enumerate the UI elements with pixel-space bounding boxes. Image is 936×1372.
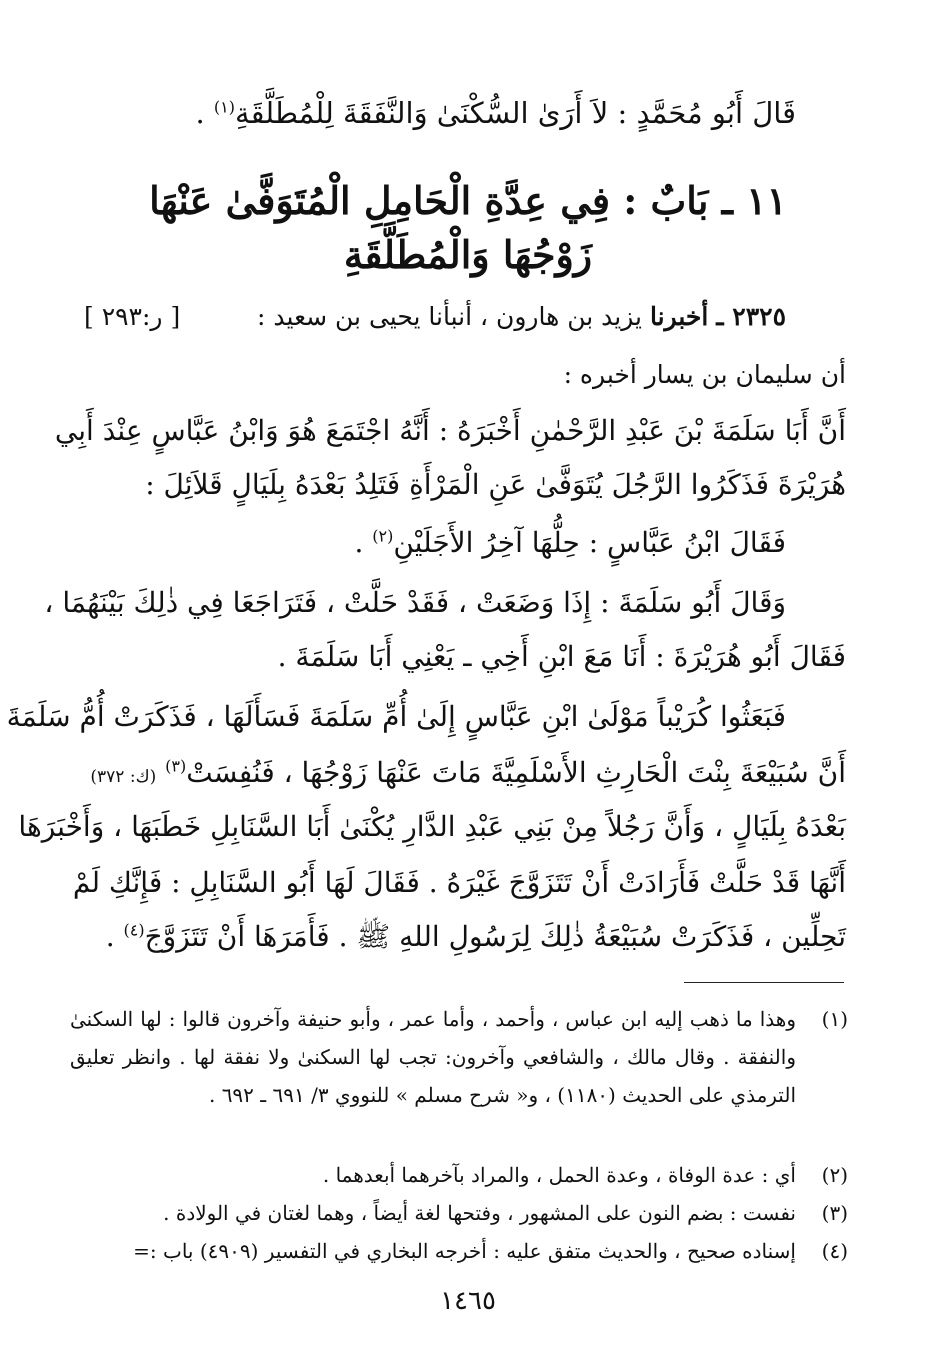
chapter-title-line-2: زَوْجُهَا وَالْمُطَلَّقَةِ — [343, 232, 593, 277]
hadith-line-8: بَعْدَهُ بِلَيَالٍ ، وَأَنَّ رَجُلاً مِنْ بَنِي عَبْدِ الدَّارِ يُكْنَىٰ أَبَا السَّنَابِلِ خَطَبَهَا ، وَأَخْبَرَهَا — [18, 810, 846, 843]
hadith-line-3 — [70, 526, 786, 559]
footnote-1-number: (١) — [821, 1007, 848, 1031]
footnote-2-text: أي : عدة الوفاة ، وعدة الحمل ، والمراد بآخرهما أبعدهما . — [322, 1163, 796, 1187]
hadith-line-1: أَنَّ أَبَا سَلَمَةَ بْنَ عَبْدِ الرَّحْمٰنِ أَخْبَرَهُ : أَنَّهُ اجْتَمَعَ هُوَ وَابْنُ عَبَّاسٍ عِنْدَ أَبِي — [54, 414, 846, 447]
opening-line — [70, 96, 796, 130]
footnote-1 — [70, 1000, 848, 1114]
hadith-line-9: أَنَّهَا قَدْ حَلَّتْ فَأَرَادَتْ أَنْ تَتَزَوَّجَ غَيْرَهُ . فَقَالَ لَهَا أَبُو السَّنَابِلِ : فَإِنَّكِ لَمْ — [72, 866, 846, 899]
page-number: ١٤٦٥ — [440, 1286, 496, 1316]
hadith-line-3-text: فَقَالَ ابْنُ عَبَّاسٍ : حِلُّهَا آخِرُ الأَجَلَيْنِ — [393, 526, 786, 559]
footnote-2 — [70, 1156, 848, 1194]
hadith-header — [257, 302, 786, 331]
footnote-3 — [70, 1194, 848, 1232]
hadith-line-4: وَقَالَ أَبُو سَلَمَةَ : إِذَا وَضَعَتْ ، فَقَدْ حَلَّتْ ، فَتَرَاجَعَا فِي ذٰلِكَ بَيْنَهُمَا ، — [44, 586, 786, 619]
side-reference: (ك: ٣٧٢) — [90, 767, 157, 787]
footnote-4 — [70, 1232, 848, 1270]
footnote-3-text: نفست : بضم النون على المشهور ، وفتحها لغة أيضاً ، وهما لغتان في الولادة . — [163, 1201, 796, 1225]
chapter-title-line-1: ١١ ـ بَابٌ : فِي عِدَّةِ الْحَامِلِ الْمُتَوَفَّىٰ عَنْهَا — [149, 178, 787, 223]
hadith-line-10-text: تَحِلِّين ، فَذَكَرَتْ سُبَيْعَةُ ذٰلِكَ لِرَسُولِ اللهِ ﷺ . فَأَمَرَهَا أَنْ تَتَزَوَّجَ — [144, 920, 846, 953]
footnote-ref-1: (١) — [213, 97, 236, 117]
hadith-chain-2: أن سليمان بن يسار أخبره : — [563, 360, 846, 389]
hadith-line-2: هُرَيْرَةَ فَذَكَرُوا الرَّجُلَ يُتَوَفَّىٰ عَنِ الْمَرْأَةِ فَتَلِدُ بَعْدَهُ بِلَيَالٍ قَلاَئِلَ : — [145, 468, 846, 501]
hadith-line-6: فَبَعَثُوا كُرَيْباً مَوْلَىٰ ابْنِ عَبَّاسٍ إِلَىٰ أُمِّ سَلَمَةَ فَسَأَلَهَا ، فَذَكَرَتْ أُمُّ سَلَمَةَ — [6, 700, 786, 733]
footnote-4-number: (٤) — [821, 1239, 848, 1263]
footnote-separator — [684, 982, 844, 983]
hadith-line-10 — [70, 920, 846, 960]
hadith-number: ٢٣٢٥ ـ — [716, 302, 786, 331]
hadith-line-7-text: أَنَّ سُبَيْعَةَ بِنْتَ الْحَارِثِ الأَسْلَمِيَّةَ مَاتَ عَنْهَا زَوْجُهَا ، فَنُفِسَتْ — [186, 756, 846, 789]
hadith-line-3-end: . — [354, 526, 364, 559]
footnote-2-number: (٢) — [821, 1163, 848, 1187]
hadith-akhbarana: أخبرنا — [649, 302, 709, 331]
footnote-1-text: وهذا ما ذهب إليه ابن عباس ، وأحمد ، وأما عمر ، وأبو حنيفة وآخرون قالوا : لها السكنىٰ والنفقة . وقال مالك ، والشافعي وآخرون: تجب لها السكنىٰ ولا نفقة لها . وانظر تعليق الترمذي على الحديث (١١٨٠) ، و« شرح مسلم » للنووي ٣/ ٦٩١ ـ ٦٩٢ . — [70, 1007, 796, 1107]
hadith-line-5: فَقَالَ أَبُو هُرَيْرَةَ : أَنَا مَعَ ابْنِ أَخِي ـ يَعْنِي أَبَا سَلَمَةَ . — [277, 640, 846, 673]
hadith-line-7 — [70, 756, 846, 789]
opening-end: . — [195, 96, 205, 130]
opening-text: قَالَ أَبُو مُحَمَّدٍ : لاَ أَرَىٰ السُّكْنَىٰ وَالنَّفَقَةَ لِلْمُطَلَّقَةِ — [235, 96, 796, 130]
footnote-4-text: إسناده صحيح ، والحديث متفق عليه : أخرجه البخاري في التفسير (٤٩٠٩) باب := — [133, 1239, 796, 1263]
footnote-ref-2: (٢) — [372, 526, 394, 546]
hadith-chain-1: يزيد بن هارون ، أنبأنا يحيى بن سعيد : — [257, 302, 643, 331]
hadith-line-10-end: . — [105, 920, 115, 953]
footnote-ref-3: (٣) — [165, 756, 187, 776]
hadith-cross-ref: [ ر:٢٩٣ ] — [84, 302, 181, 331]
footnote-3-number: (٣) — [821, 1201, 848, 1225]
footnote-ref-4: (٤) — [123, 920, 145, 940]
